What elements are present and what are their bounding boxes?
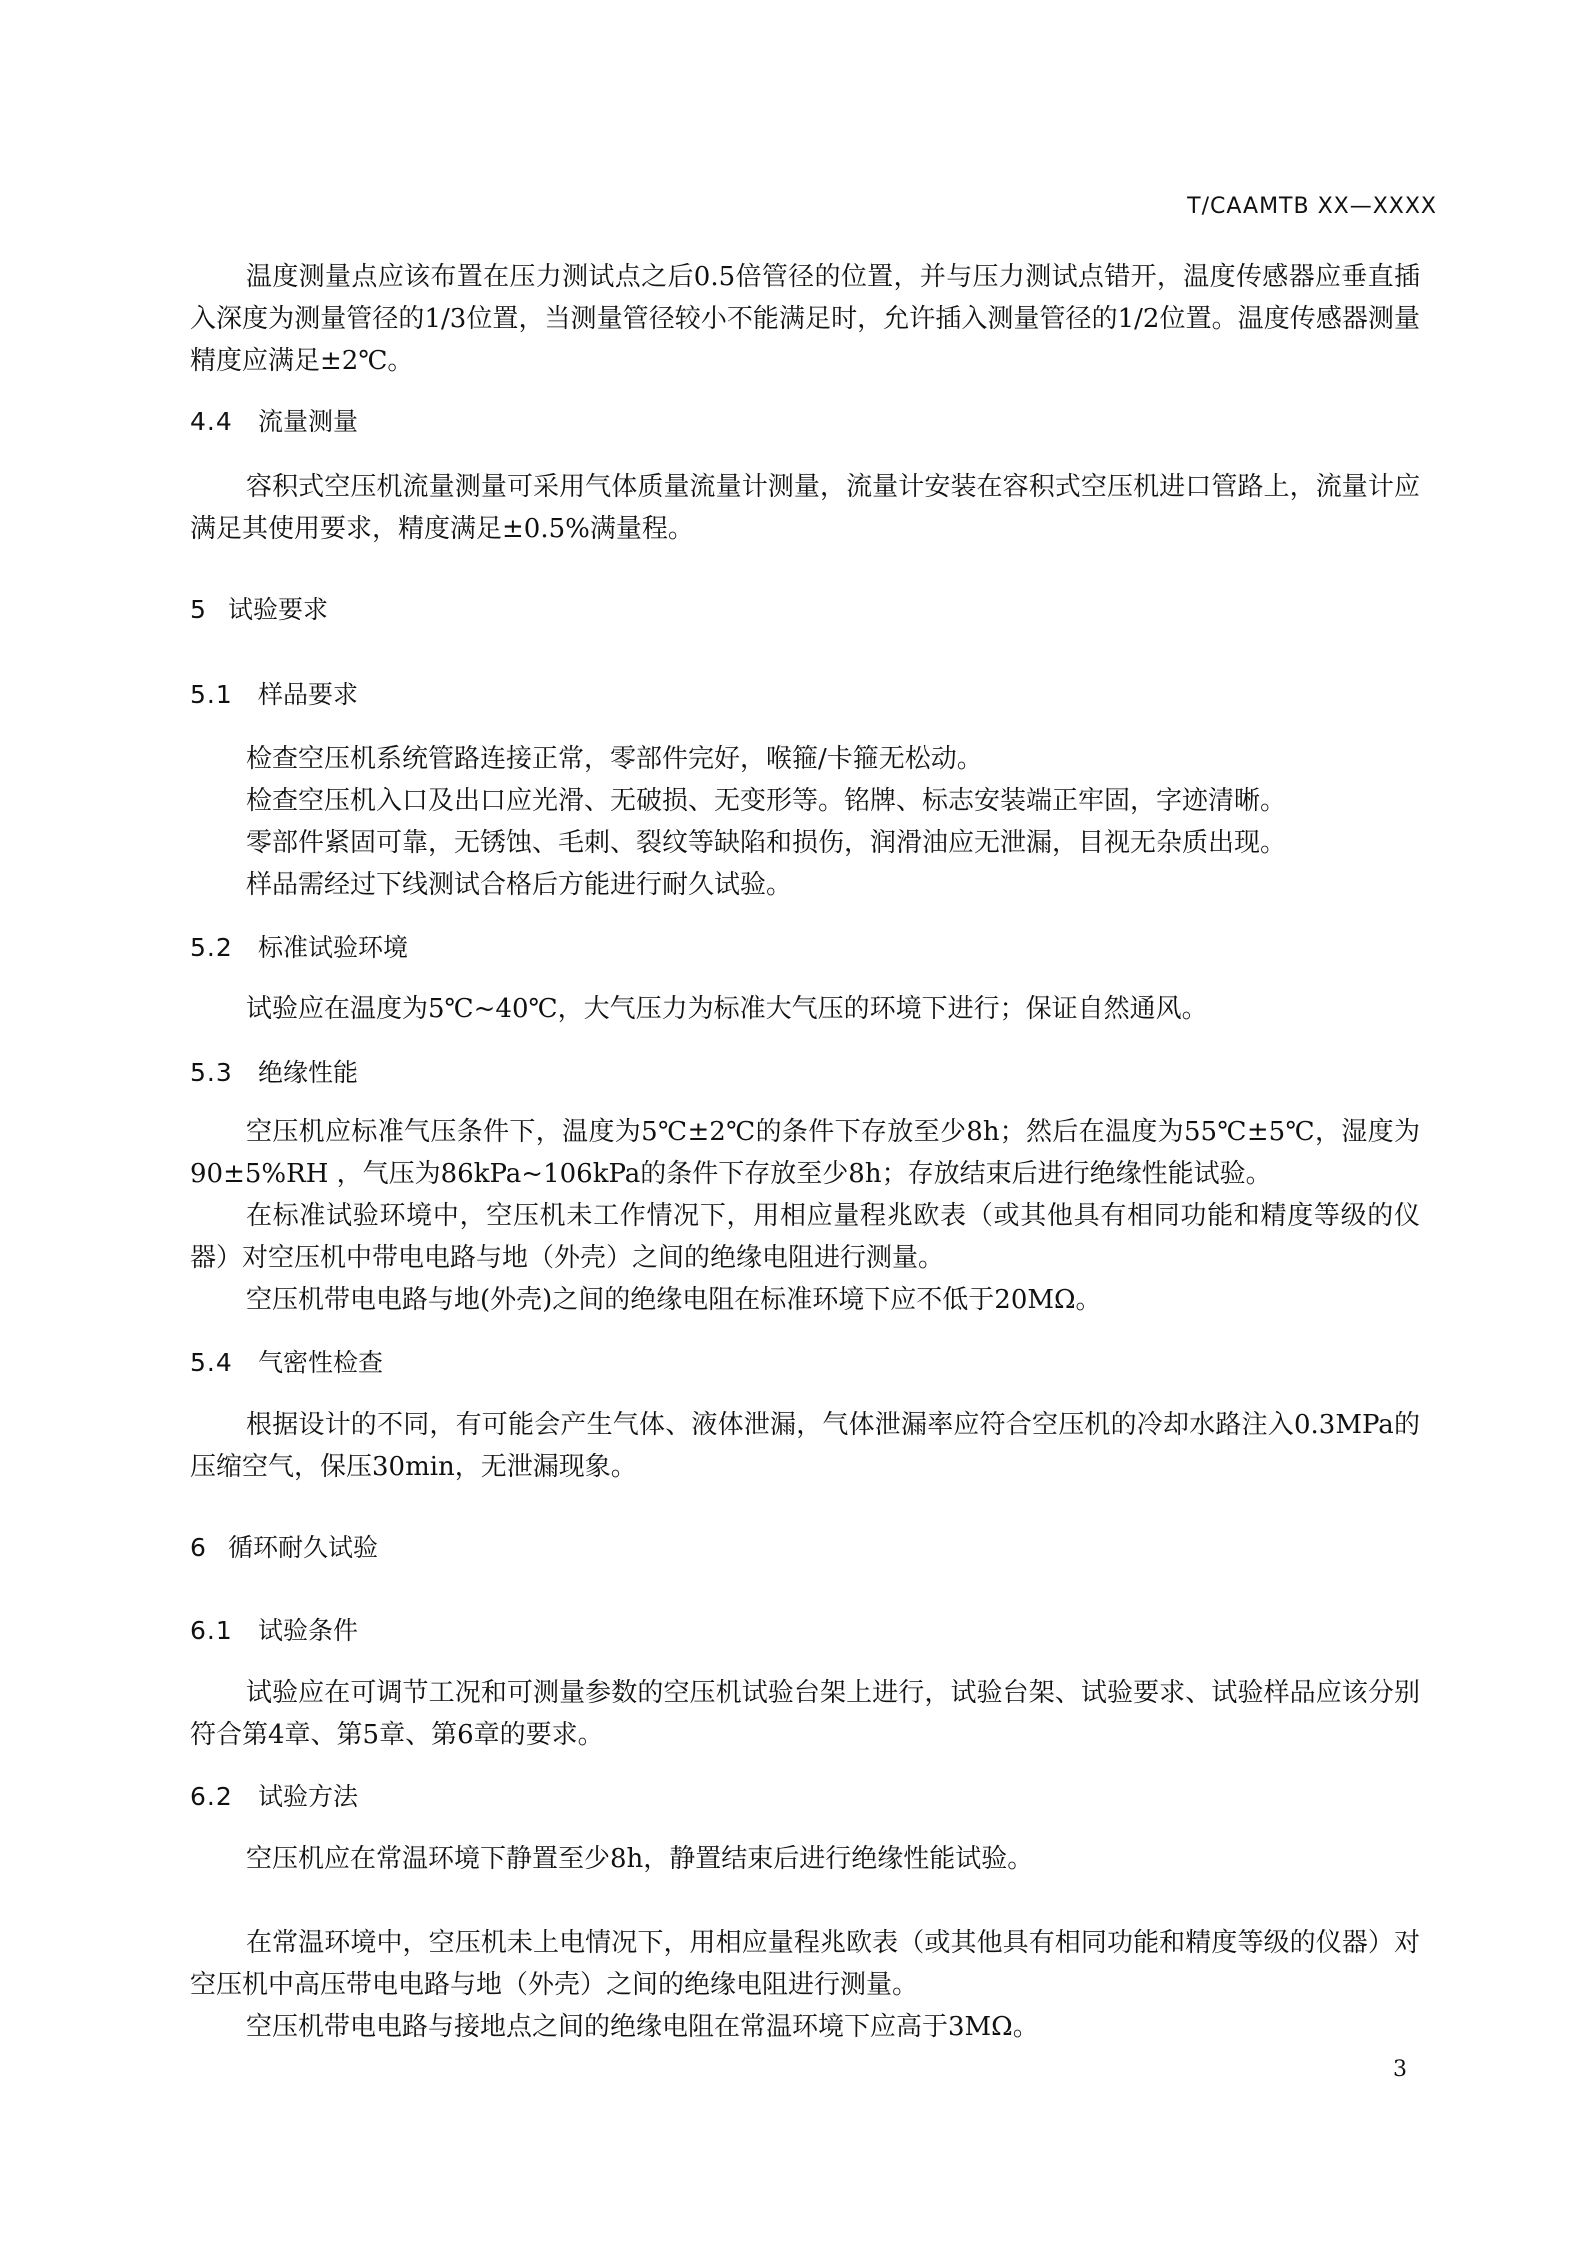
paragraph-insulation-2: 在标准试验环境中，空压机未工作情况下，用相应量程兆欧表（或其他具有相同功能和精度等级的仪器）对空压机中带电电路与地（外壳）之间的绝缘电阻进行测量。 xyxy=(190,1201,1420,1273)
section-heading-5-2 xyxy=(190,931,408,965)
section-number: 5.3 xyxy=(190,1058,233,1087)
section-title: 流量测量 xyxy=(258,407,359,436)
page-number: 3 xyxy=(1393,2057,1407,2082)
paragraph-test-conditions: 试验应在可调节工况和可测量参数的空压机试验台架上进行，试验台架、试验要求、试验样品应该分别符合第4章、第5章、第6章的要求。 xyxy=(190,1678,1420,1750)
section-heading-6 xyxy=(190,1531,378,1565)
section-number: 5.2 xyxy=(190,933,233,962)
section-heading-5-4 xyxy=(190,1346,383,1380)
section-title: 试验条件 xyxy=(258,1616,359,1645)
section-title: 气密性检查 xyxy=(258,1348,384,1377)
section-title: 样品要求 xyxy=(258,680,359,709)
section-number: 4.4 xyxy=(190,407,233,436)
section-number: 6.2 xyxy=(190,1782,233,1811)
section-title: 绝缘性能 xyxy=(258,1058,359,1087)
paragraph-sample-requirement-4: 样品需经过下线测试合格后方能进行耐久试验。 xyxy=(246,870,793,900)
paragraph-insulation-1: 空压机应标准气压条件下，温度为5℃±2℃的条件下存放至少8h；然后在温度为55℃±5℃，湿度为90±5%RH ，气压为86kPa~106kPa的条件下存放至少8h；存放结束后进行绝缘性能试验。 xyxy=(190,1117,1420,1189)
paragraph-temperature-measurement: 温度测量点应该布置在压力测试点之后0.5倍管径的位置，并与压力测试点错开，温度传感器应垂直插入深度为测量管径的1/3位置，当测量管径较小不能满足时，允许插入测量管径的1/2位置。温度传感器测量精度应满足±2℃。 xyxy=(190,262,1420,376)
section-heading-4-4 xyxy=(190,405,358,439)
paragraph-test-method-1: 空压机应在常温环境下静置至少8h，静置结束后进行绝缘性能试验。 xyxy=(246,1844,1034,1874)
paragraph-airtightness: 根据设计的不同，有可能会产生气体、液体泄漏，气体泄漏率应符合空压机的冷却水路注入0.3MPa的压缩空气，保压30min，无泄漏现象。 xyxy=(190,1410,1420,1482)
section-title: 试验要求 xyxy=(228,595,329,624)
section-title: 试验方法 xyxy=(258,1782,359,1811)
paragraph-sample-requirement-1: 检查空压机系统管路连接正常，零部件完好，喉箍/卡箍无松动。 xyxy=(246,744,983,774)
document-code: T/CAAMTB XX—XXXX xyxy=(1187,194,1437,219)
section-heading-5-1 xyxy=(190,678,358,712)
section-heading-5-3 xyxy=(190,1056,358,1090)
paragraph-test-method-2: 在常温环境中，空压机未上电情况下，用相应量程兆欧表（或其他具有相同功能和精度等级的仪器）对空压机中高压带电电路与地（外壳）之间的绝缘电阻进行测量。 xyxy=(190,1928,1420,2000)
section-title: 循环耐久试验 xyxy=(228,1533,379,1562)
paragraph-sample-requirement-2: 检查空压机入口及出口应光滑、无破损、无变形等。铭牌、标志安装端正牢固，字迹清晰。 xyxy=(246,786,1287,816)
section-number: 6 xyxy=(190,1533,207,1562)
paragraph-sample-requirement-3: 零部件紧固可靠，无锈蚀、毛刺、裂纹等缺陷和损伤，润滑油应无泄漏，目视无杂质出现。 xyxy=(246,828,1287,858)
section-heading-5 xyxy=(190,593,328,627)
paragraph-standard-environment: 试验应在温度为5℃~40℃，大气压力为标准大气压的环境下进行；保证自然通风。 xyxy=(246,994,1208,1024)
section-heading-6-2 xyxy=(190,1780,358,1814)
section-title: 标准试验环境 xyxy=(258,933,409,962)
paragraph-insulation-3: 空压机带电电路与地(外壳)之间的绝缘电阻在标准环境下应不低于20MΩ。 xyxy=(246,1285,1102,1315)
section-number: 6.1 xyxy=(190,1616,233,1645)
section-number: 5.4 xyxy=(190,1348,233,1377)
section-number: 5 xyxy=(190,595,207,624)
section-number: 5.1 xyxy=(190,680,233,709)
section-heading-6-1 xyxy=(190,1614,358,1648)
paragraph-test-method-3: 空压机带电电路与接地点之间的绝缘电阻在常温环境下应高于3MΩ。 xyxy=(246,2012,1039,2042)
paragraph-flow-measurement: 容积式空压机流量测量可采用气体质量流量计测量，流量计安装在容积式空压机进口管路上，流量计应满足其使用要求，精度满足±0.5%满量程。 xyxy=(190,472,1420,544)
